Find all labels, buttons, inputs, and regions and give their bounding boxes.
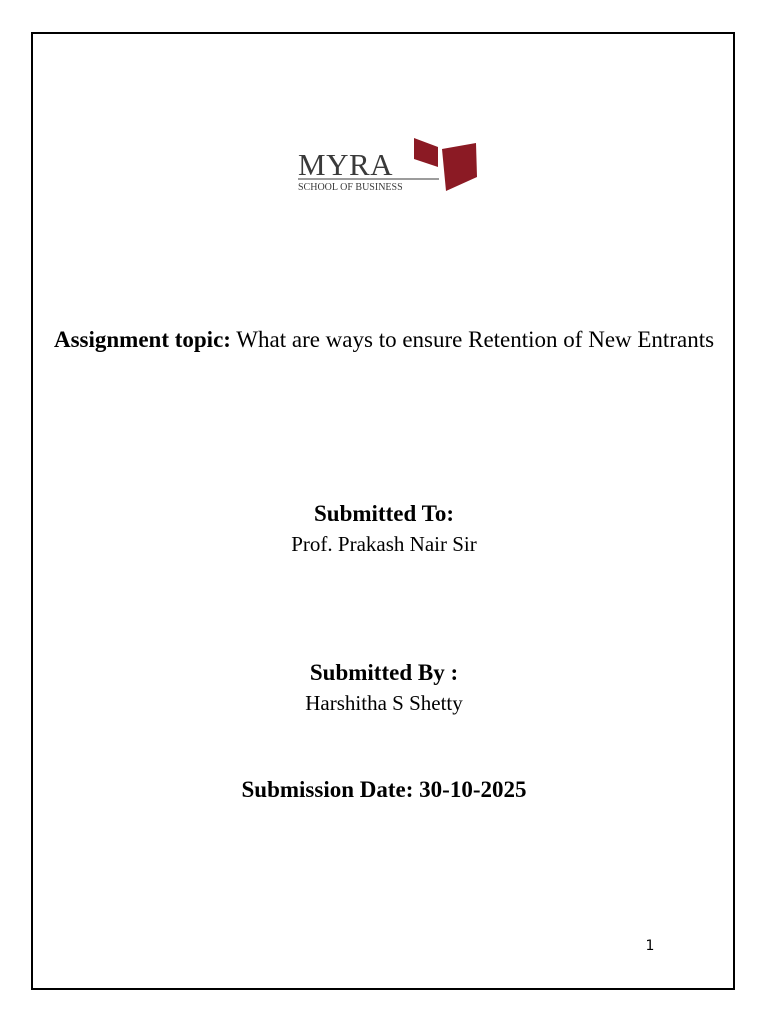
logo-flag-right-icon: [442, 143, 477, 191]
page-number: 1: [645, 938, 655, 954]
submitted-to-label: Submitted To:: [314, 501, 454, 526]
submitted-by-name: Harshitha S Shetty: [305, 691, 463, 715]
logo-tagline: SCHOOL OF BUSINESS: [298, 182, 403, 193]
submission-date: [0, 775, 768, 805]
logo-flag-left-icon: [414, 138, 438, 167]
submission-date-value: 30-10-2025: [419, 777, 527, 802]
submitted-by-section: [0, 658, 768, 718]
assignment-topic-text: What are ways to ensure Retention of New Entrants: [236, 327, 715, 352]
submitted-by-label: Submitted By :: [309, 660, 459, 685]
assignment-topic-label: Assignment topic:: [53, 327, 231, 352]
logo-wordmark: MYRA: [298, 147, 394, 182]
submission-date-label: Submission Date:: [241, 777, 414, 802]
assignment-topic: [50, 322, 718, 358]
myra-logo: [276, 133, 482, 197]
submitted-to-section: [0, 499, 768, 559]
submitted-to-name: Prof. Prakash Nair Sir: [291, 532, 477, 556]
